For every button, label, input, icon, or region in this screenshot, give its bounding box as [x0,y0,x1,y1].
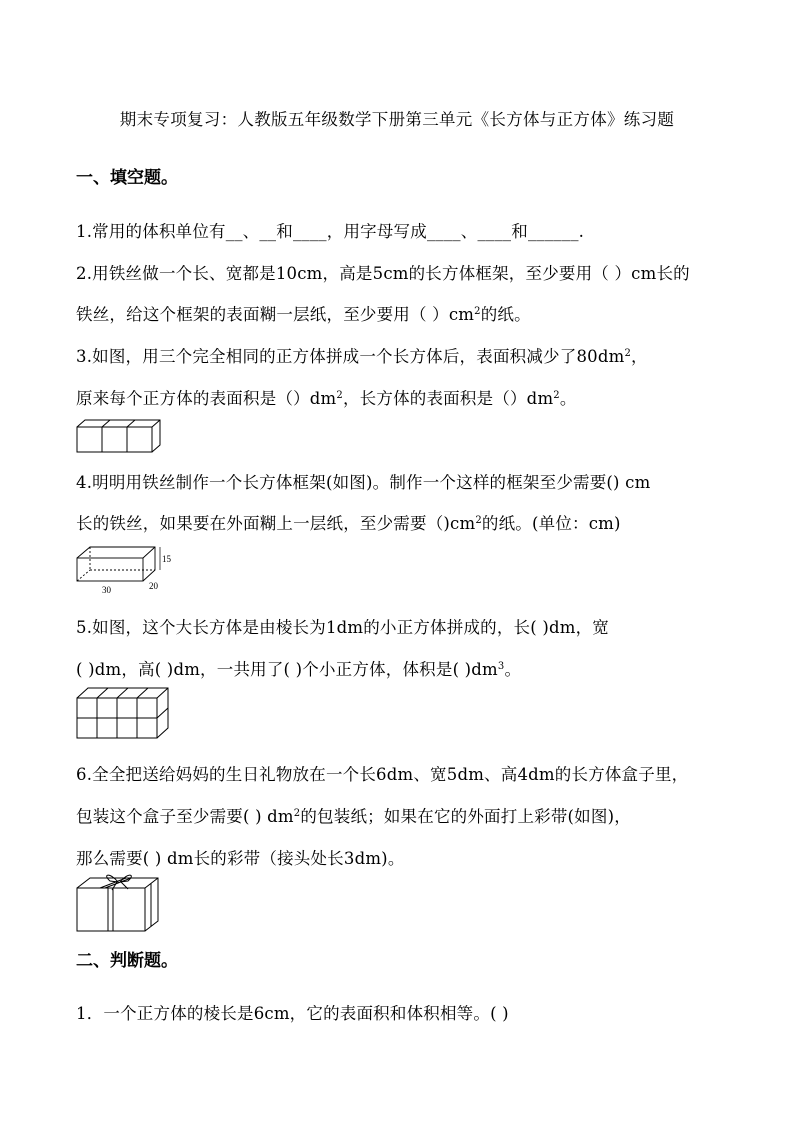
question-5-line-1: 5.如图，这个大长方体是由棱长为1dm的小正方体拼成的，长( )dm，宽 [76,618,609,637]
q4-length-label: 30 [102,585,111,595]
q3-text-d: ，长方体的表面积是（）dm [342,389,554,408]
question-4-line-1: 4.明明用铁丝制作一个长方体框架(如图)。制作一个这样的框架至少需要() cm [76,473,651,492]
q3-text-e: 。 [559,389,577,408]
q2-text-a: 铁丝，给这个框架的表面糊一层纸，至少要用（ ）cm [76,305,475,324]
q6-text-a: 包装这个盒子至少需要( ) dm [76,807,294,826]
question-6-line-1: 6.全全把送给妈妈的生日礼物放在一个长6dm、宽5dm、高4dm的长方体盒子里， [76,765,689,784]
question-1: 1.常用的体积单位有__、__和____，用字母写成____、____和______. [76,222,585,241]
q4-height-label: 15 [162,554,171,564]
q6-exponent: 2 [293,808,301,819]
q3-text-b: ， [631,347,648,366]
q5-grid-cuboid-figure [76,686,176,742]
question-4-line-2 [76,510,621,534]
q4-text-a: 长的铁丝，如果要在外面糊上一层纸，至少需要（)cm [76,514,476,533]
question-5-line-2 [76,656,521,680]
section-fill-in-heading: 一、填空题。 [76,168,178,188]
question-6-line-3: 那么需要( ) dm长的彩带（接头处长3dm)。 [76,849,405,868]
q3-exponent-3: 2 [553,390,560,401]
q3-three-cubes-figure [76,418,166,456]
question-6-line-2 [76,803,631,827]
q6-gift-box-figure [76,870,166,934]
section-true-false-heading: 二、判断题。 [76,951,178,971]
q3-exponent-1: 2 [624,348,632,359]
question-3-line-1 [76,343,648,367]
q4-exponent: 2 [475,515,482,526]
question-2-line-2 [76,301,531,325]
q5-text-a: ( )dm，高( )dm，一共用了( )个小正方体，体积是( )dm [76,660,498,679]
q2-exponent: 2 [474,306,481,317]
judge-question-1: 1．一个正方体的棱长是6cm，它的表面积和体积相等。( ) [76,1004,509,1023]
q2-text-b: 的纸。 [480,305,531,324]
q4-width-label: 20 [149,581,158,591]
q5-exponent: 3 [497,661,505,672]
q5-text-b: 。 [504,660,522,679]
page-title: 期末专项复习：人教版五年级数学下册第三单元《长方体与正方体》练习题 [119,110,675,129]
question-2-line-1: 2.用铁丝做一个长、宽都是10cm，高是5cm的长方体框架，至少要用（ ）cm长的 [76,264,690,283]
q4-text-b: 的纸。(单位：cm) [481,514,621,533]
q3-exponent-2: 2 [336,390,343,401]
question-3-line-2 [76,385,577,409]
q4-cuboid-figure [76,544,176,596]
q3-text-c: 原来每个正方体的表面积是（）dm [76,389,337,408]
q6-text-b: 的包装纸；如果在它的外面打上彩带(如图)， [300,807,631,826]
q3-text-a: 3.如图，用三个完全相同的正方体拼成一个长方体后，表面积减少了80dm [76,347,625,366]
